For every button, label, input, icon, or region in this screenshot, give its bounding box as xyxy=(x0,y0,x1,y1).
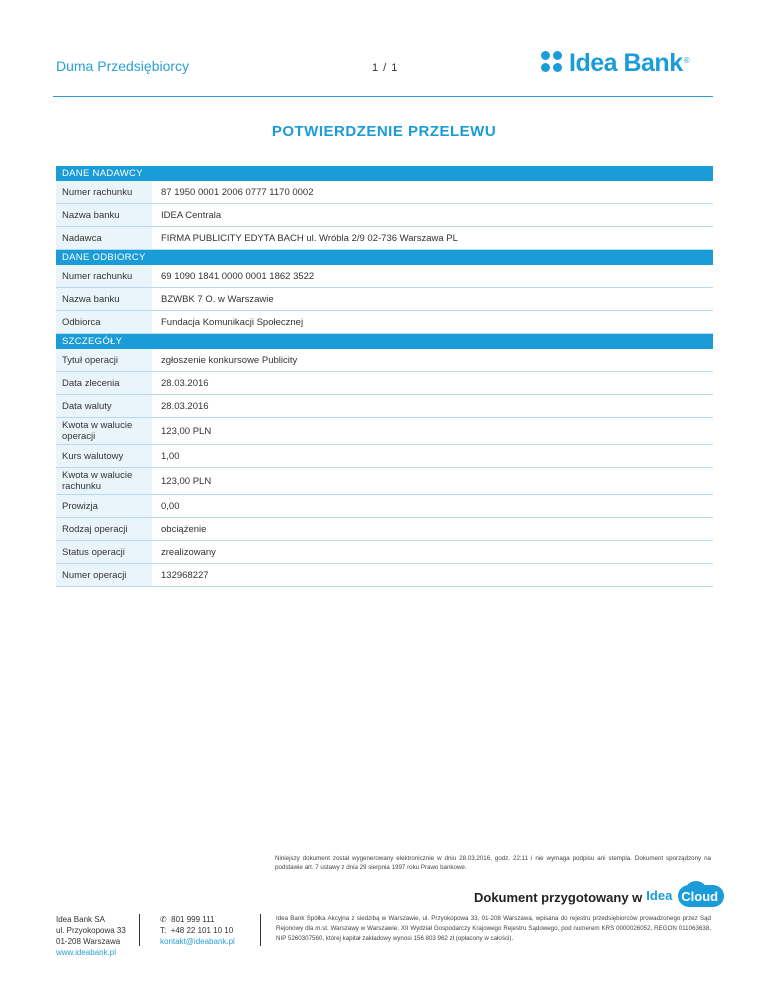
email-link[interactable]: kontakt@ideabank.pl xyxy=(160,937,235,946)
header-divider xyxy=(53,96,713,97)
logo-registered-mark: ® xyxy=(683,56,690,65)
row-label: Numer operacji xyxy=(56,564,152,587)
website-link[interactable]: www.ideabank.pl xyxy=(56,948,117,957)
row-label: Data zlecenia xyxy=(56,372,152,395)
row-label: Kwota w walucie operacji xyxy=(56,418,152,445)
row-label: Kurs walutowy xyxy=(56,445,152,468)
row-label: Nazwa banku xyxy=(56,288,152,311)
row-value: 123,00 PLN xyxy=(152,468,713,495)
table-row xyxy=(56,564,713,587)
logo-text: Idea Bank xyxy=(569,48,683,77)
table-row xyxy=(56,395,713,418)
section-header-details: SZCZEGÓŁY xyxy=(56,334,713,350)
row-label: Data waluty xyxy=(56,395,152,418)
row-value: FIRMA PUBLICITY EDYTA BACH ul. Wróbla 2/9 02-736 Warszawa PL xyxy=(152,227,713,250)
table-row xyxy=(56,265,713,288)
footer-address: Idea Bank SA ul. Przyokopowa 33 01-208 Warszawa www.ideabank.pl xyxy=(56,915,126,957)
row-label: Odbiorca xyxy=(56,311,152,334)
table-row xyxy=(56,541,713,564)
ideacloud-logo xyxy=(646,885,726,909)
row-label: Kwota w walucie rachunku xyxy=(56,468,152,495)
table-row xyxy=(56,468,713,495)
row-value: 123,00 PLN xyxy=(152,418,713,445)
page-number: 1 / 1 xyxy=(372,62,399,74)
row-value: zrealizowany xyxy=(152,541,713,564)
table-row xyxy=(56,227,713,250)
row-value: 1,00 xyxy=(152,445,713,468)
row-label: Prowizja xyxy=(56,495,152,518)
table-row xyxy=(56,349,713,372)
footer-contact: ✆ 801 999 111 T: +48 22 101 10 10 kontakt@ideabank.pl xyxy=(160,915,235,946)
row-value: 87 1950 0001 2006 0777 1170 0002 xyxy=(152,181,713,204)
idea-bank-logo xyxy=(541,50,690,76)
row-value: 0,00 xyxy=(152,495,713,518)
section-header-recipient: DANE ODBIORCY xyxy=(56,250,713,266)
row-value: 28.03.2016 xyxy=(152,372,713,395)
table-row xyxy=(56,495,713,518)
row-value: zgłoszenie konkursowe Publicity xyxy=(152,349,713,372)
row-label: Status operacji xyxy=(56,541,152,564)
footer-legal: Idea Bank Spółka Akcyjna z siedzibą w Warszawie, ul. Przyokopowa 33, 01-208 Warszawa, wpisana do rejestru przedsiębiorców prowadzonego przez Sąd Rejonowy dla m.st. Warszawy w Warszawie, XII Wydział Gospodarczy Krajowego Rejestru Sądowego, pod numerem KRS 0000026052, REGON 011063638, NIP 5260307560, której kapitał zakładowy wynosi 156 803 962 zł (opłacony w całości). xyxy=(276,915,711,942)
prepared-by xyxy=(474,885,726,909)
table-row xyxy=(56,311,713,334)
row-label: Nazwa banku xyxy=(56,204,152,227)
client-name: Duma Przedsiębiorcy xyxy=(56,58,190,74)
logo-dots-icon xyxy=(541,51,565,75)
prepared-text: Dokument przygotowany w xyxy=(474,889,643,905)
table-row xyxy=(56,418,713,445)
table-row xyxy=(56,445,713,468)
footer-divider xyxy=(260,914,261,946)
row-label: Numer rachunku xyxy=(56,181,152,204)
table-row xyxy=(56,181,713,204)
row-label: Numer rachunku xyxy=(56,265,152,288)
transfer-table xyxy=(56,166,713,587)
table-row xyxy=(56,204,713,227)
footer-divider xyxy=(139,914,140,946)
row-value: 132968227 xyxy=(152,564,713,587)
ideacloud-cloud-text: Cloud xyxy=(681,889,719,904)
generation-note: Niniejszy dokument został wygenerowany elektronicznie w dniu 28.03.2016, godz. 22:11 i nie wymaga podpisu ani stempla. Dokument sporządzony na podstawie art. 7 ustawy z dnia 29 sierpnia 1997 roku Prawo bankowe. xyxy=(275,855,711,871)
table-row xyxy=(56,288,713,311)
table-row xyxy=(56,518,713,541)
ideacloud-idea-text: Idea xyxy=(646,888,673,903)
row-value: 69 1090 1841 0000 0001 1862 3522 xyxy=(152,265,713,288)
table-row xyxy=(56,372,713,395)
section-header-sender: DANE NADAWCY xyxy=(56,166,713,181)
row-value: BZWBK 7 O. w Warszawie xyxy=(152,288,713,311)
phone-icon: ✆ xyxy=(160,915,167,924)
row-label: Rodzaj operacji xyxy=(56,518,152,541)
row-value: Fundacja Komunikacji Społecznej xyxy=(152,311,713,334)
row-value: IDEA Centrala xyxy=(152,204,713,227)
row-label: Nadawca xyxy=(56,227,152,250)
row-value: obciążenie xyxy=(152,518,713,541)
row-value: 28.03.2016 xyxy=(152,395,713,418)
row-label: Tytuł operacji xyxy=(56,349,152,372)
document-title: POTWIERDZENIE PRZELEWU xyxy=(271,123,497,140)
